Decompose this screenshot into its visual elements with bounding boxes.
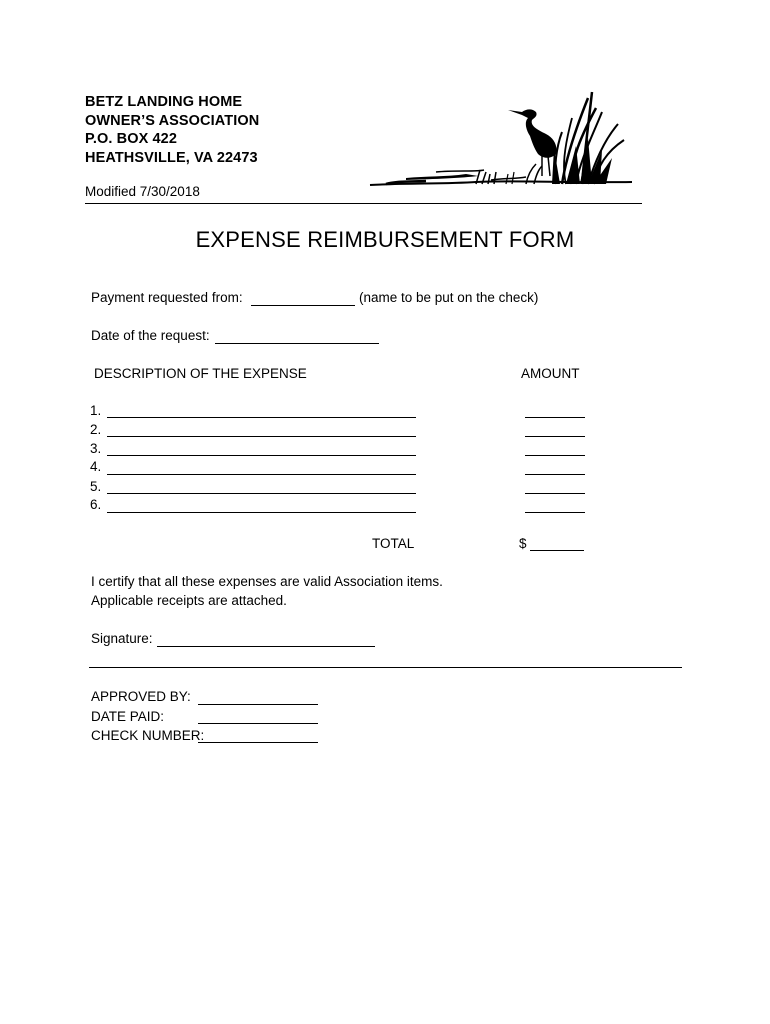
payment-note: (name to be put on the check): [359, 290, 539, 305]
amount-header: AMOUNT: [521, 366, 580, 381]
item-1-description-field[interactable]: [107, 417, 416, 418]
total-label: TOTAL: [372, 536, 415, 551]
signature-field[interactable]: [157, 646, 375, 647]
item-3-amount-field[interactable]: [525, 455, 585, 456]
org-po-box: P.O. BOX 422: [85, 131, 178, 147]
item-6-description-field[interactable]: [107, 512, 416, 513]
currency-symbol: $: [519, 536, 527, 551]
item-number-6: 6.: [90, 497, 102, 512]
modified-date: Modified 7/30/2018: [85, 184, 200, 199]
org-name-line-1: BETZ LANDING HOME: [85, 94, 243, 110]
payment-requested-label: Payment requested from:: [91, 290, 243, 305]
item-number-1: 1.: [90, 403, 102, 418]
org-name-line-2: OWNER’S ASSOCIATION: [85, 112, 260, 129]
item-5-amount-field[interactable]: [525, 493, 585, 494]
heron-logo-icon: [366, 88, 636, 192]
form-title: EXPENSE REIMBURSEMENT FORM: [195, 227, 575, 252]
item-6-amount-field[interactable]: [525, 512, 585, 513]
date-paid-label: DATE PAID:: [91, 709, 165, 724]
signature-label: Signature:: [91, 631, 153, 646]
item-4-amount-field[interactable]: [525, 474, 585, 475]
item-2-amount-field[interactable]: [525, 436, 585, 437]
date-paid-field[interactable]: [198, 723, 318, 724]
date-of-request-field[interactable]: [215, 343, 379, 344]
organization-address: [85, 93, 259, 167]
item-4-description-field[interactable]: [107, 474, 416, 475]
check-number-field[interactable]: [198, 742, 318, 743]
item-1-amount-field[interactable]: [525, 417, 585, 418]
description-header: DESCRIPTION OF THE EXPENSE: [94, 366, 307, 381]
date-of-request-label: Date of the request:: [91, 328, 210, 343]
approved-by-label: APPROVED BY:: [91, 689, 191, 704]
item-number-5: 5.: [90, 479, 102, 494]
item-number-2: 2.: [90, 422, 102, 437]
item-number-4: 4.: [90, 459, 102, 474]
receipts-statement: Applicable receipts are attached.: [91, 593, 287, 608]
certify-statement: I certify that all these expenses are valid Association items.: [91, 574, 443, 589]
item-5-description-field[interactable]: [107, 493, 416, 494]
total-amount-field[interactable]: [530, 550, 584, 551]
header-divider: [85, 203, 642, 204]
item-3-description-field[interactable]: [107, 455, 416, 456]
item-2-description-field[interactable]: [107, 436, 416, 437]
approved-by-field[interactable]: [198, 704, 318, 705]
check-number-label: CHECK NUMBER:: [91, 728, 205, 743]
payee-name-field[interactable]: [251, 305, 355, 306]
approval-divider: [89, 667, 682, 668]
org-city-state-zip: HEATHSVILLE, VA 22473: [85, 149, 258, 166]
item-number-3: 3.: [90, 441, 102, 456]
